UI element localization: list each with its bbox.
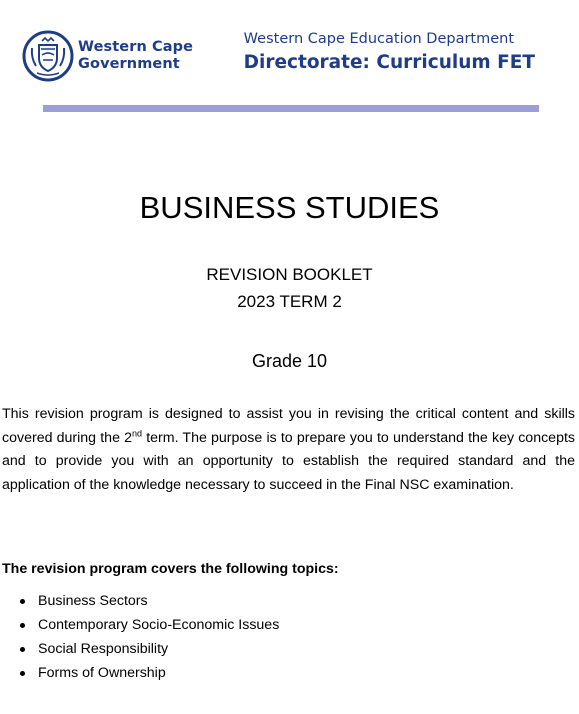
intro-paragraph — [2, 403, 575, 497]
bullet-icon — [20, 671, 25, 676]
header-divider — [43, 105, 539, 112]
list-item — [20, 637, 279, 661]
directorate-name: Directorate: Curriculum FET — [243, 52, 535, 73]
logo-line1: Western Cape — [78, 39, 194, 55]
list-item — [20, 661, 279, 685]
department-name: Western Cape Education Department — [243, 31, 515, 47]
logo-line2: Government — [78, 56, 180, 72]
coat-of-arms-icon — [22, 30, 74, 82]
topic-label: Contemporary Socio-Economic Issues — [38, 617, 280, 633]
bullet-icon — [20, 599, 25, 604]
document-term: 2023 TERM 2 — [237, 292, 342, 311]
topic-label: Business Sectors — [38, 593, 148, 609]
list-item — [20, 613, 279, 637]
intro-text-part1: This revision program is designed to assist you in revising the critical content and skills covered during the 2 — [2, 406, 575, 446]
government-logo — [22, 30, 193, 82]
list-item — [20, 589, 279, 613]
intro-superscript: nd — [132, 427, 143, 438]
logo-wordmark — [78, 39, 193, 73]
document-title: BUSINESS STUDIES — [139, 190, 440, 225]
topic-label: Forms of Ownership — [38, 665, 166, 681]
department-heading — [244, 30, 535, 75]
document-grade: Grade 10 — [251, 351, 328, 371]
intro-text-part2: term. The purpose is to prepare you to understand the key concepts and to provide you with an opportunity to establish the required standard and the application of the knowledge necessary to succeed in the Final NSC examination. — [2, 429, 575, 493]
topics-heading: The revision program covers the following topics: — [2, 561, 339, 577]
bullet-icon — [20, 647, 25, 652]
bullet-icon — [20, 623, 25, 628]
topic-label: Social Responsibility — [38, 641, 169, 657]
document-subtitle: REVISION BOOKLET — [206, 265, 373, 284]
topics-list — [20, 589, 279, 685]
